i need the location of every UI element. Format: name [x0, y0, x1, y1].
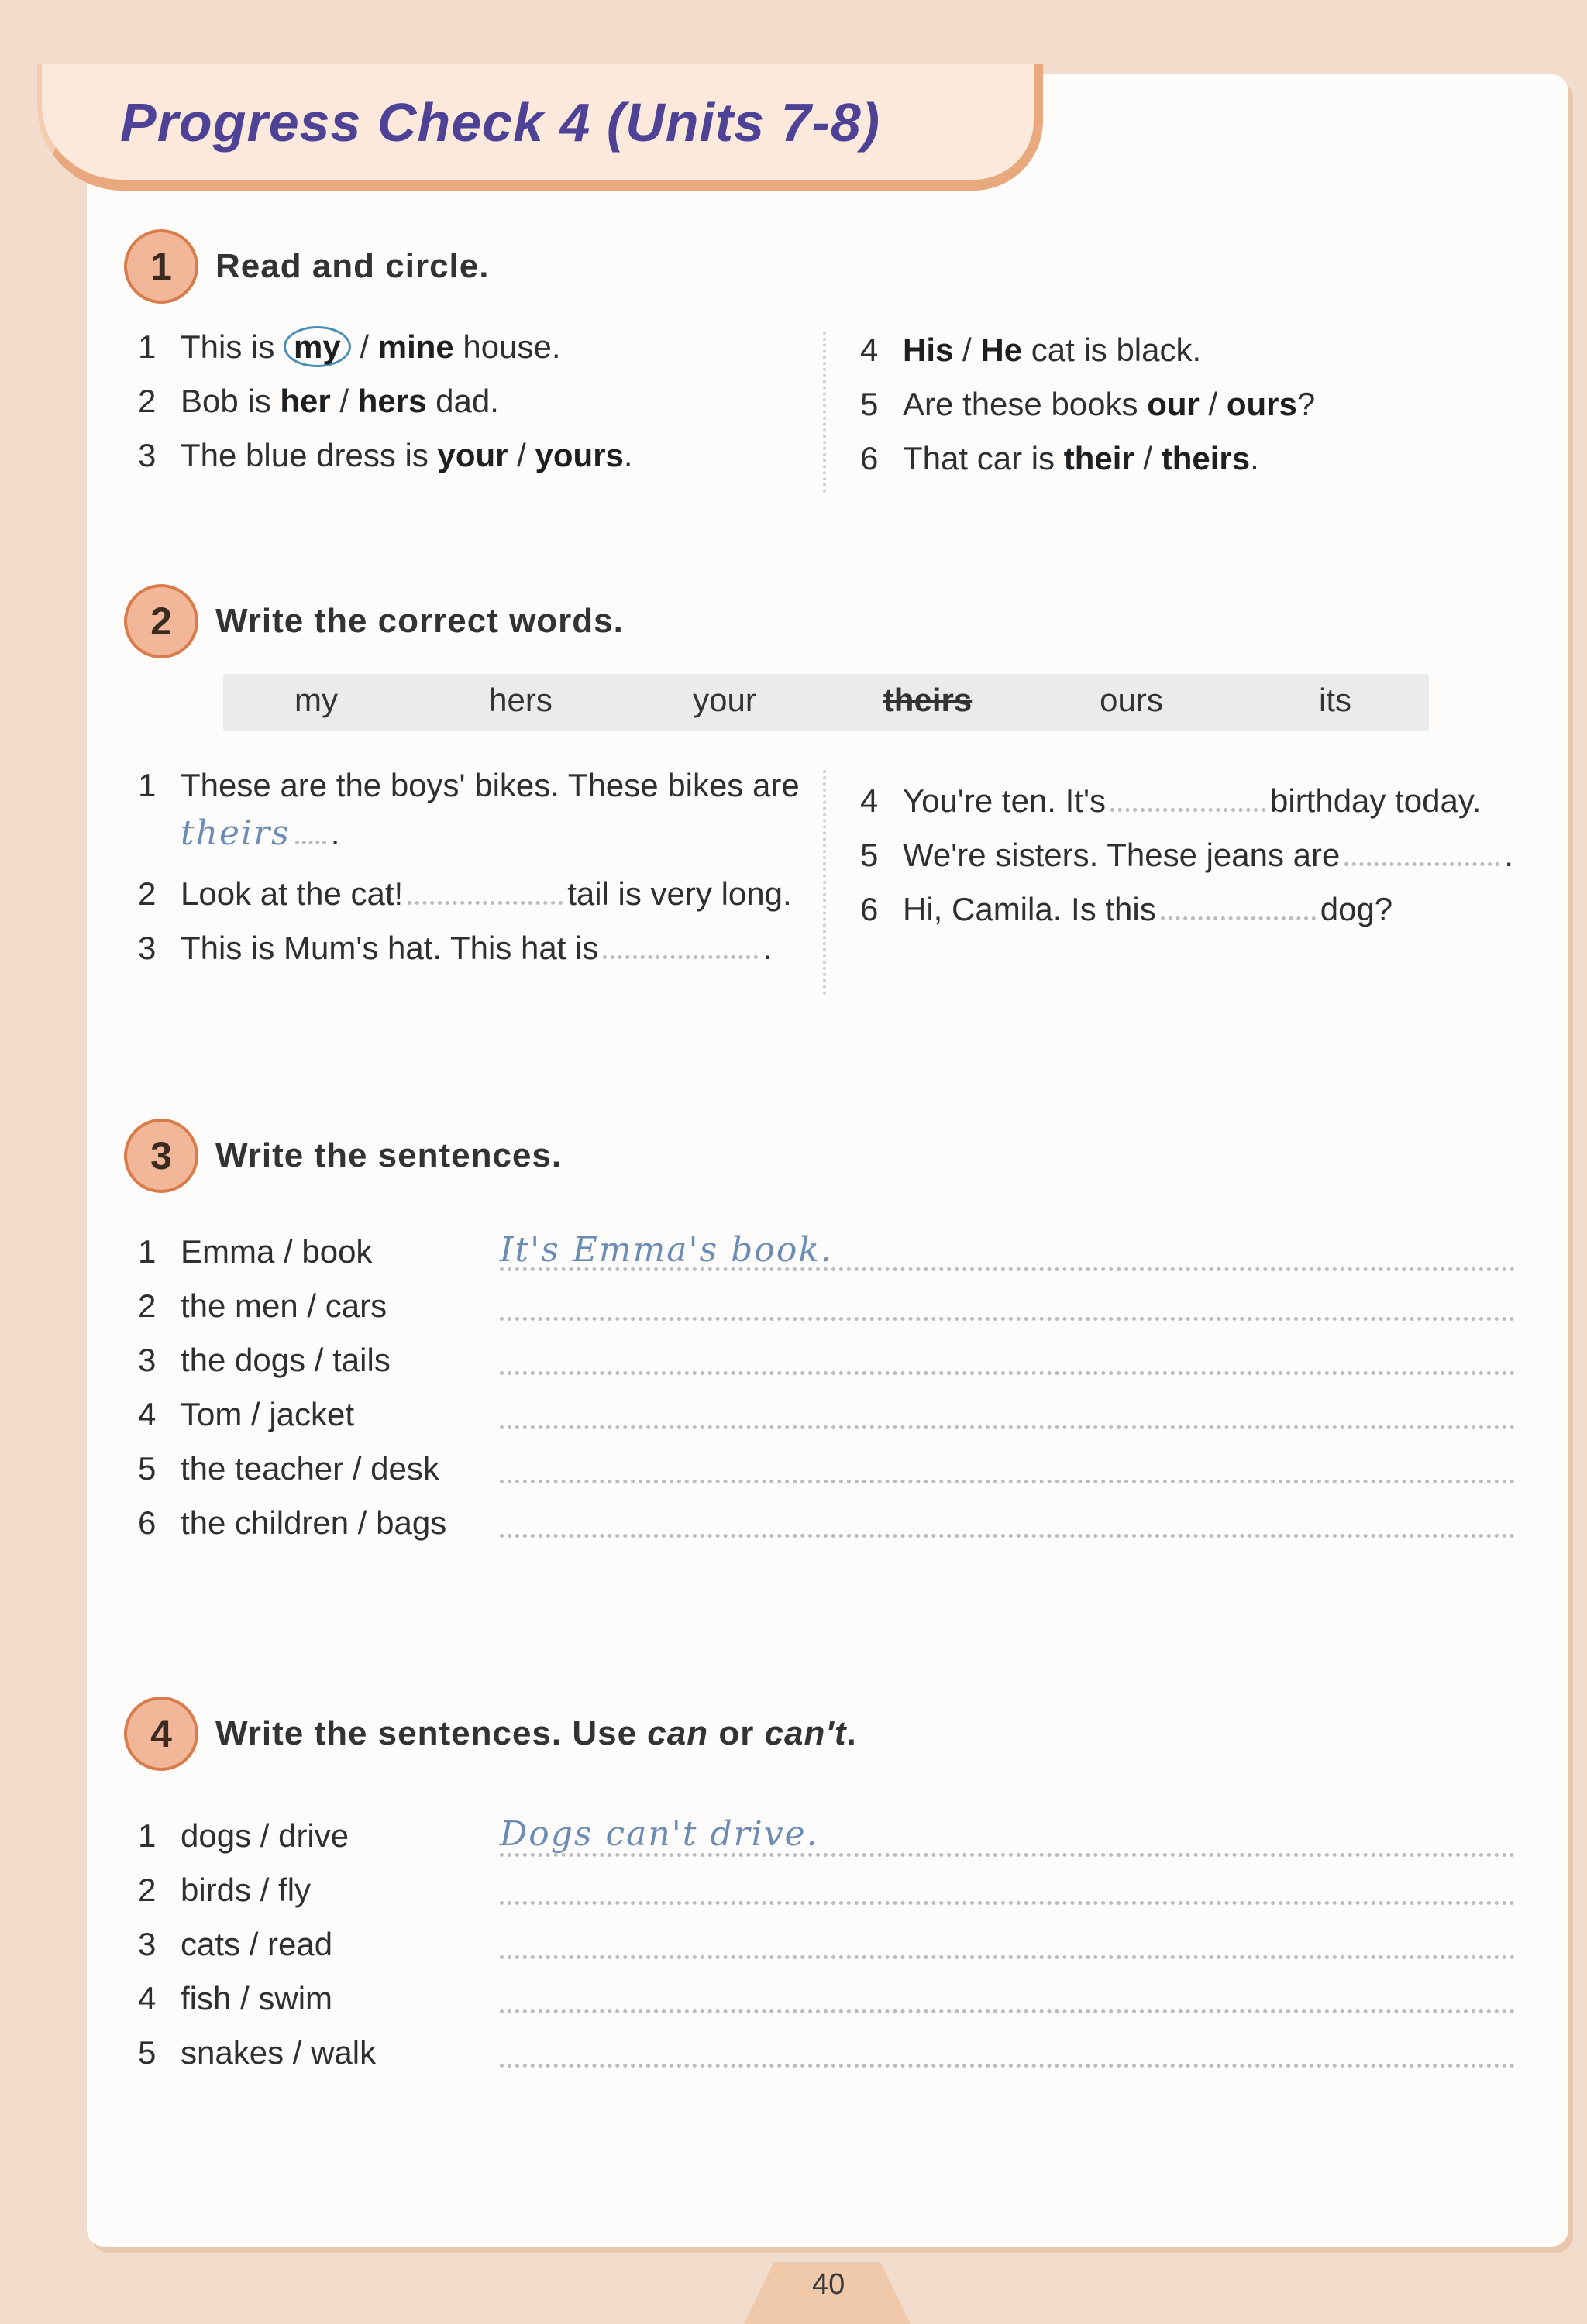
- option[interactable]: yours: [535, 437, 624, 473]
- word-bank-word: its: [1319, 682, 1351, 718]
- item-prompt: the dogs / tails: [181, 1342, 391, 1378]
- exercise-item: 6 the children / bags: [138, 1504, 447, 1541]
- handwritten-answer: It's Emma's book.: [500, 1230, 833, 1270]
- item-prompt: the men / cars: [181, 1287, 387, 1324]
- section-instruction: Read and circle.: [215, 247, 490, 285]
- section-instruction: Write the correct words.: [215, 602, 624, 640]
- handwritten-answer: Dogs can't drive.: [500, 1814, 819, 1854]
- exercise-item: 2 birds / fly: [138, 1872, 312, 1908]
- exercise-item: 4 Tom / jacket: [138, 1396, 355, 1432]
- exercise-item: 3 cats / read: [138, 1926, 333, 1962]
- answer-line[interactable]: [500, 1289, 1515, 1321]
- blank-line[interactable]: [1344, 862, 1499, 866]
- section-instruction: Write the sentences.: [215, 1136, 563, 1174]
- exercise-item: 2 Bob is her / hers dad.: [138, 383, 499, 419]
- option[interactable]: His: [903, 332, 954, 368]
- section-4-header: [124, 1697, 857, 1771]
- item-prompt: Tom / jacket: [181, 1396, 355, 1432]
- section-number-badge: 1: [124, 229, 198, 304]
- section-1-header: [124, 229, 489, 304]
- answer-line[interactable]: [500, 1506, 1515, 1538]
- column-divider: [823, 332, 826, 493]
- exercise-item: 4 fish / swim: [138, 1980, 333, 2016]
- word-bank-word-used: theirs: [883, 682, 973, 718]
- exercise-item: 1 dogs / drive: [138, 1817, 349, 1854]
- exercise-item: 3 This is Mum's hat. This hat is .: [138, 930, 773, 966]
- section-number-badge: 4: [124, 1697, 198, 1771]
- blank-line[interactable]: [408, 901, 563, 905]
- page-number: 40: [812, 2268, 845, 2301]
- option[interactable]: hers: [357, 383, 427, 419]
- section-instruction: Write the sentences. Use can or can't.: [215, 1714, 857, 1752]
- option[interactable]: our: [1147, 386, 1200, 422]
- circled-answer[interactable]: my: [284, 326, 351, 367]
- word-bank-word: ours: [1100, 682, 1163, 718]
- section-number-badge: 2: [124, 584, 198, 658]
- exercise-item: 3 The blue dress is your / yours.: [138, 437, 633, 473]
- handwritten-answer[interactable]: theirs: [181, 813, 291, 853]
- item-prompt: snakes / walk: [181, 2034, 377, 2071]
- item-prompt: birds / fly: [181, 1872, 312, 1908]
- answer-line[interactable]: [500, 1927, 1515, 1959]
- answer-line[interactable]: [500, 1343, 1515, 1375]
- answer-line[interactable]: [500, 1873, 1515, 1905]
- item-prompt: the children / bags: [181, 1504, 447, 1541]
- exercise-item: 5 the teacher / desk: [138, 1450, 439, 1487]
- option[interactable]: mine: [377, 328, 454, 365]
- blank-line[interactable]: [1110, 808, 1265, 812]
- word-bank-word: hers: [489, 682, 553, 718]
- page-title: Progress Check 4 (Units 7-8): [120, 92, 881, 153]
- item-prompt: the teacher / desk: [181, 1450, 439, 1487]
- answer-line[interactable]: [500, 1397, 1515, 1429]
- word-bank-word: my: [294, 682, 338, 718]
- option[interactable]: their: [1063, 440, 1134, 476]
- word-bank: [223, 674, 1429, 731]
- exercise-item: 4 His / He cat is black.: [860, 332, 1202, 368]
- answer-line[interactable]: [500, 1982, 1515, 2013]
- option[interactable]: He: [980, 332, 1023, 368]
- exercise-item: 6 Hi, Camila. Is this dog?: [860, 891, 1393, 927]
- answer-line[interactable]: [500, 1452, 1515, 1483]
- option[interactable]: ours: [1226, 386, 1297, 422]
- option[interactable]: your: [437, 437, 508, 473]
- exercise-item: 4 You're ten. It's birthday today.: [860, 782, 1482, 819]
- exercise-item: 5 Are these books our / ours?: [860, 386, 1316, 422]
- exercise-item: 2 the men / cars: [138, 1287, 387, 1324]
- exercise-item: 5 snakes / walk: [138, 2034, 377, 2071]
- item-prompt: cats / read: [181, 1926, 333, 1962]
- item-prompt: fish / swim: [181, 1980, 333, 2016]
- section-2-header: [124, 584, 624, 658]
- item-prompt: dogs / drive: [181, 1817, 349, 1854]
- exercise-item-continued: theirs .: [181, 813, 340, 853]
- option[interactable]: theirs: [1161, 440, 1251, 476]
- item-prompt: Emma / book: [181, 1233, 373, 1270]
- answer-line[interactable]: [500, 2036, 1515, 2068]
- column-divider: [823, 770, 826, 995]
- exercise-item: 3 the dogs / tails: [138, 1342, 391, 1378]
- exercise-item: 1 This is my / mine house.: [138, 328, 561, 366]
- blank-line[interactable]: [1161, 916, 1316, 920]
- option[interactable]: her: [280, 383, 331, 419]
- exercise-item: 1 These are the boys' bikes. These bikes are: [138, 767, 800, 803]
- blank-line: [295, 841, 326, 844]
- exercise-item: 2 Look at the cat! tail is very long.: [138, 875, 792, 912]
- blank-line[interactable]: [603, 955, 758, 959]
- section-number-badge: 3: [124, 1119, 198, 1193]
- exercise-item: 1 Emma / book: [138, 1233, 373, 1270]
- section-3-header: [124, 1119, 562, 1193]
- word-bank-word: your: [693, 682, 756, 718]
- exercise-item: 6 That car is their / theirs.: [860, 440, 1259, 476]
- exercise-item: 5 We're sisters. These jeans are .: [860, 837, 1514, 873]
